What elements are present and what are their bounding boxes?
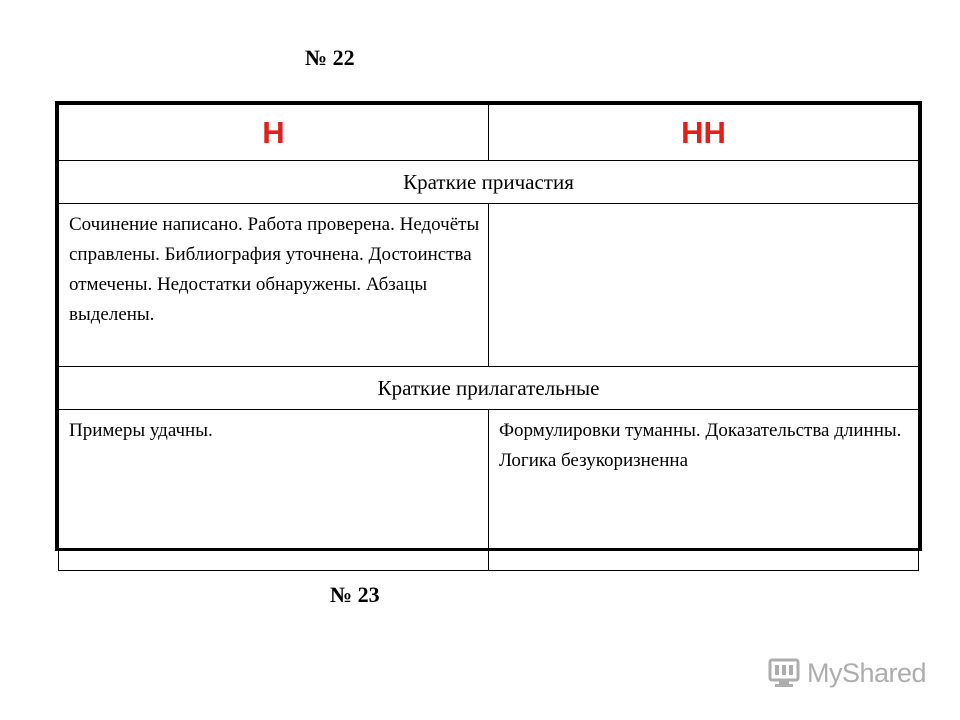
cell-adjectives-nn: Формулировки туманны. Доказательства длинны. Логика безукоризненна [489, 410, 919, 571]
cell-adjectives-n: Примеры удачны. [59, 410, 489, 571]
section-row-adjectives [59, 367, 919, 410]
cell-participles-nn [489, 204, 919, 367]
header-single-n: Н [59, 105, 489, 161]
rules-table [55, 101, 922, 551]
watermark-text: MyShared [807, 657, 927, 688]
table-row [59, 410, 919, 571]
watermark-logo [767, 655, 926, 691]
header-row [59, 105, 919, 161]
slide-number-top: № 22 [305, 45, 355, 70]
slide-number-bottom: № 23 [330, 582, 380, 607]
cell-participles-n: Сочинение написано. Работа проверена. Недочёты справлены. Библиография уточнена. Достоинства отмечены. Недостатки обнаружены. Абзацы выделены. [59, 204, 489, 367]
section-title-participles: Краткие причастия [59, 161, 919, 204]
table-row [59, 204, 919, 367]
section-title-adjectives: Краткие прилагательные [59, 367, 919, 410]
mydshared-logo-icon [767, 657, 801, 689]
section-row-participles [59, 161, 919, 204]
header-double-n: НН [489, 105, 919, 161]
